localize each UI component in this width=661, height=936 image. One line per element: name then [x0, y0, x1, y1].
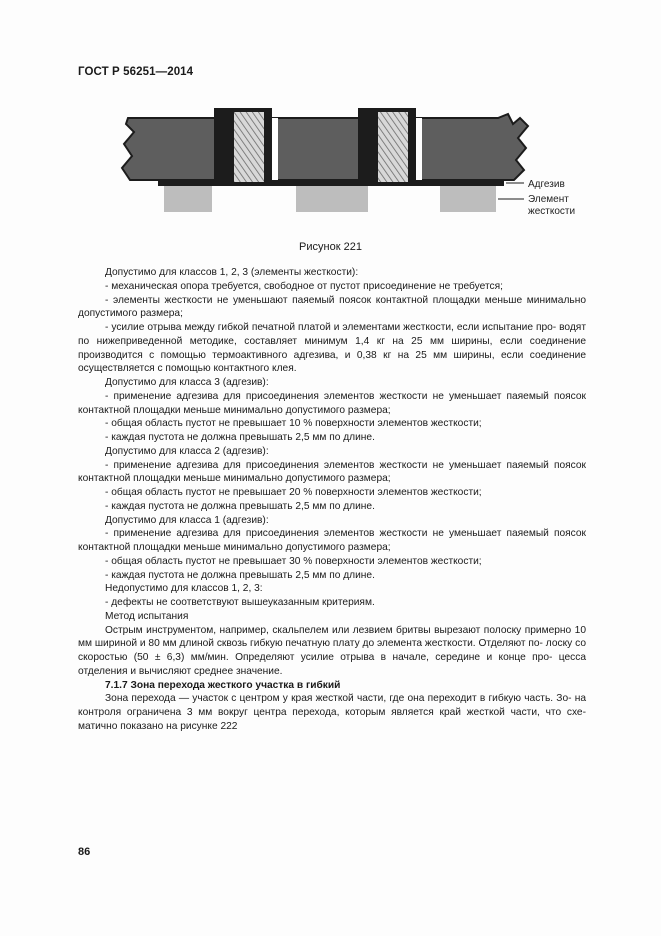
stiffener-right — [440, 186, 496, 212]
paragraph: - общая область пустот не превышает 10 % поверхности элементов жесткости; — [105, 418, 482, 430]
paragraph: - каждая пустота не должна превышать 2,5 мм по длине. — [105, 569, 375, 581]
paragraph: - элементы жесткости не уменьшают паяемый поясок контактной площадки меньше минимально допустимого размера; — [78, 294, 586, 320]
stiffener-middle — [296, 186, 368, 212]
paragraph: - применение адгезива для присоединения элементов жесткости не уменьшает паяемый поясок контактной площадки меньше минимально допустимого размера; — [78, 390, 586, 416]
paragraph: - общая область пустот не превышает 30 % поверхности элементов жесткости; — [105, 555, 482, 567]
page-number: 86 — [78, 846, 91, 858]
paragraph: - механическая опора требуется, свободное от пустот присоединение не требуется; — [105, 280, 503, 292]
label-adhesive: Адгезив — [528, 179, 565, 190]
figure-caption: Рисунок 221 — [299, 241, 362, 253]
stiffener-left — [164, 186, 212, 212]
paragraph: - каждая пустота не должна превышать 2,5 мм по длине. — [105, 500, 375, 512]
via-left — [214, 108, 278, 186]
standard-code: ГОСТ Р 56251—2014 — [78, 66, 194, 78]
figure-221-diagram — [118, 104, 588, 224]
label-stiffener-1: Элемент — [528, 194, 569, 205]
paragraph: Допустимо для класса 1 (адгезив): — [105, 514, 269, 526]
paragraph: - каждая пустота не должна превышать 2,5 мм по длине. — [105, 432, 375, 443]
paragraph: Зона перехода — участок с центром у края жесткой части, где она переходит в гибкую часть. Зо- на контроля ограничена 3 мм вокруг центра перехода, которым является край жесткой части, что схе- матично показано на рисунке 222 — [78, 693, 586, 732]
paragraph: Метод испытания — [105, 610, 189, 622]
paragraph: - усилие отрыва между гибкой печатной платой и элементами жесткости, если испытание про- водят по нижеприведенной методике, составляет минимум 1,4 кг на 25 мм ширины, если соединение производится с помощью термоактивного адгезива, и 0,38 кг на 25 мм ширины, если соединение осуществляется с помощью контактного клея. — [78, 322, 586, 375]
section-heading: 7.1.7 Зона перехода жесткого участка в гибкий — [105, 679, 341, 691]
paragraph: Допустимо для класса 2 (адгезив): — [105, 445, 269, 457]
paragraph: - применение адгезива для присоединения элементов жесткости не уменьшает паяемый поясок контактной площадки меньше минимально допустимого размера; — [78, 459, 586, 485]
paragraph: Недопустимо для классов 1, 2, 3: — [105, 583, 263, 595]
paragraph: - применение адгезива для присоединения элементов жесткости не уменьшает паяемый поясок контактной площадки меньше минимально допустимого размера; — [78, 528, 586, 553]
paragraph: Допустимо для класса 3 (адгезив): — [105, 377, 269, 388]
stiffener-elements — [164, 186, 496, 212]
paragraph: Острым инструментом, например, скальпелем или лезвием бритвы вырезают полоску примерно 10 мм шириной и 80 мм длиной сквозь гибкую печатную плату до элемента жесткости. Отделяют по- лоску со скоростью (50 ± 6,3) мм/мин. Определяют усилие отрыва в начале, середине и конце про- цесса отделения и вычисляют среднее значение. — [78, 624, 586, 677]
body-text — [78, 266, 586, 734]
paragraph: - общая область пустот не превышает 20 % поверхности элементов жесткости; — [105, 487, 482, 498]
board-body — [122, 114, 528, 180]
via-right — [358, 108, 422, 186]
paragraph: - дефекты не соответствуют вышеуказанным критериям. — [105, 597, 375, 608]
label-stiffener-2: жесткости — [528, 206, 576, 217]
paragraph: Допустимо для классов 1, 2, 3 (элементы жесткости): — [105, 267, 359, 278]
